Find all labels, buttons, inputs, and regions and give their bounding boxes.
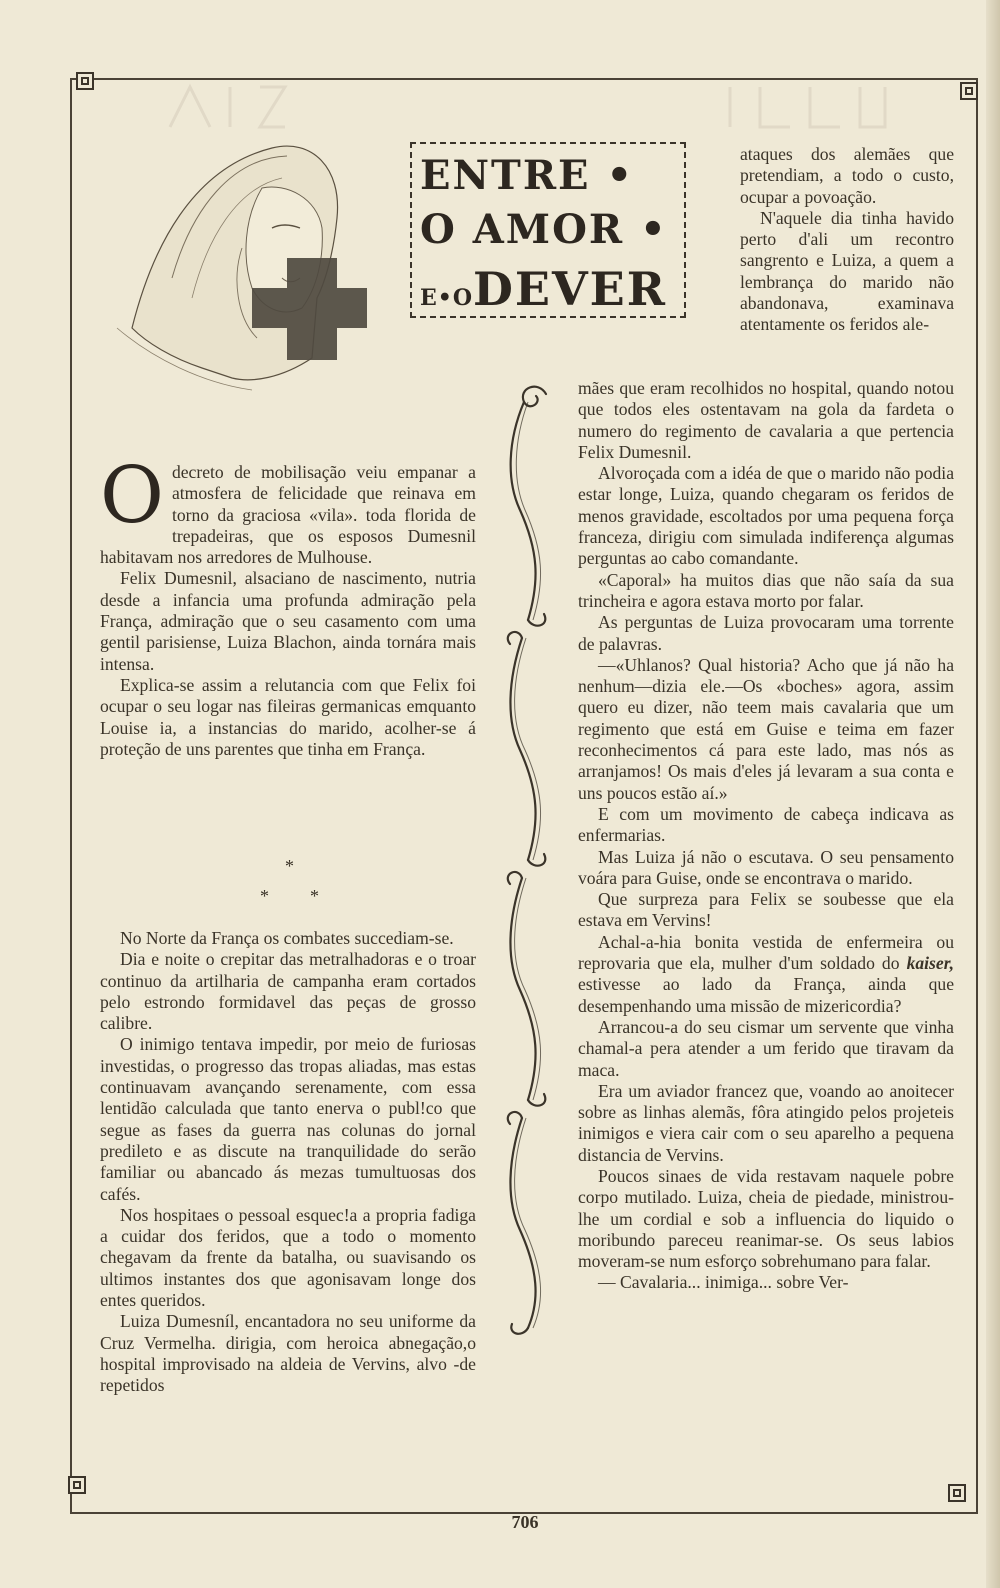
title-line-3-small: E•O <box>420 285 473 311</box>
corner-ornament-bottom-right <box>948 1484 966 1502</box>
paragraph: mães que eram recolhidos no hospital, quando notou que todos eles ostentavam na gola da fardeta o numero do regimento de cavalaria a que pertencia Felix Dumesnil. <box>578 378 954 462</box>
paragraph: —«Uhlanos? Qual historia? Acho que já não ha nenhum—dizia ele.—Os «boches» agora, assim quero eu dizer, não teem mais cavalaria que um regimento que está em Guise e teima em fazer reconhecimentos cá para este lado, mas nós as arranjamos! Os mais d'eles já levaram a sua conta e uns poucos estão aí.» <box>578 654 954 803</box>
paragraph: Era um aviador francez que, voando ao anoitecer sobre as linhas alemãs, fôra atingido pelos projeteis inimigos e viera cair com o seu aparelho a pequena distancia de Vervins. <box>578 1080 954 1165</box>
paragraph: Poucos sinaes de vida restavam naquele pobre corpo mutilado. Luiza, cheia de piedade, ministrou-lhe um cordial e sob a influencia do liquido o moribundo pareceu reanimar-se. Os seus labios moveram-se num esforço sobrehumano para falar. <box>578 1165 954 1272</box>
section-separator-asterisks <box>250 856 330 906</box>
corner-ornament-top-right <box>960 82 978 100</box>
paragraph-text: decreto de mobilisação veiu empanar a atmosfera de felicidade que reinava em torno da graciosa «vila». toda florida de trepadeiras, que os esposos Dumesnil habitavam nos arredores de Mulhouse. <box>100 462 476 568</box>
paragraph: — Cavalaria... inimiga... sobre Ver- <box>598 1272 849 1293</box>
left-column-top <box>100 451 476 760</box>
paragraph: Dia e noite o crepitar das metralhadoras e o troar continuo da artilharia de campanha eram cortados pelo estrondo formidavel das peças de grosso calibre. <box>100 949 476 1034</box>
asterisk: * <box>285 856 294 876</box>
page-number: 706 <box>511 1512 539 1532</box>
title-line-1: ENTRE • <box>420 152 635 199</box>
paragraph-text: Achal-a-hia bonita vestida de enfermeira ou reprovaria que ela, mulher d'um soldado do <box>578 931 954 974</box>
paragraph: Explica-se assim a relutancia com que Felix foi ocupar o seu logar nas fileiras germanicas emquanto Louise ia, a instancias do marido, acolher-se á proteção de uns parentes que tinha em França. <box>100 674 476 759</box>
italic-word-kaiser: kaiser, <box>906 953 954 974</box>
paragraph: No Norte da França os combates succediam-se. <box>120 928 454 948</box>
paragraph: «Caporal» ha muitos dias que não saía da sua trincheira e agora estava morto por falar. <box>578 569 954 611</box>
paragraph-text: estivesse ao lado da França, ainda que desempenhando uma missão de mizericordia? <box>578 974 954 1016</box>
ornamental-column-divider <box>498 380 558 1340</box>
title-line-3-big: DEVER <box>473 262 667 316</box>
title-line-2: O AMOR • <box>420 206 668 253</box>
paragraph: Nos hospitaes o pessoal esquec!a a propria fadiga a cuidar dos feridos, que a todo o momento chegavam da frente da batalha, ou suavisando os ultimos instantes dos que agonisavam longe dos entes queridos. <box>100 1204 476 1311</box>
page-edge-shadow <box>986 0 1000 1588</box>
corner-ornament-bottom-left <box>68 1476 86 1494</box>
paragraph: Alvoroçada com a idéa de que o marido não podia estar longe, Luiza, quando chegaram os feridos de menos gravidade, escoltados por uma pequena força franceza, dirigiu com simulada indiferença algumas perguntas ao cabo comandante. <box>578 463 954 569</box>
paragraph: As perguntas de Luiza provocaram uma torrente de palavras. <box>578 612 954 654</box>
drop-cap: O <box>100 451 164 541</box>
paragraph: O inimigo tentava impedir, por meio de furiosas investidas, o progresso das tropas aliadas, mas estas continuavam avançando serenamente, com essa lentidão calculada que tanto enerva o publ!co que segue as fases da guerra nas colunas do jornal predileto e as discute na tranquilidade do serão familiar ou abancado ás mezas tumultuosas dos cafés. <box>100 1034 476 1204</box>
paragraph: N'aquele dia tinha havido perto d'ali um recontro sangrento e Luiza, a quem a lembrança do marido não abandonava, examinava atentamente os feridos ale- <box>740 207 954 335</box>
right-column-top <box>740 144 954 336</box>
paragraph: Arrancou-a do seu cismar um servente que vinha chamal-a pera atender a um ferido que tiravam da maca. <box>578 1016 954 1080</box>
paragraph: Que surpreza para Felix se soubesse que ela estava em Vervins! <box>578 889 954 931</box>
article-title-box <box>410 142 686 318</box>
title-line-3 <box>420 262 667 316</box>
paragraph: Luiza Dumesníl, encantadora no seu uniforme da Cruz Vermelha. dirigia, com heroica abnegação,o hospital improvisado na aldeia de Vervins, alvo -de repetidos <box>100 1311 476 1396</box>
corner-ornament-top-left <box>76 72 94 90</box>
paragraph: Mas Luiza já não o escutava. O seu pensamento voára para Guise, onde se encontrava o marido. <box>578 846 954 888</box>
paragraph <box>100 451 476 568</box>
paragraph: ataques dos alemães que pretendiam, a todo o custo, ocupar a povoação. <box>740 144 954 207</box>
left-column-bottom <box>100 928 476 1397</box>
paragraph <box>578 932 954 1017</box>
paragraph: Felix Dumesnil, alsaciano de nascimento, nutria desde a infancia uma profunda admiração pela França, admiração que o seu casamento com uma gentil parisiense, Luiza Blachon, ainda tornára mais intensa. <box>100 568 476 674</box>
asterisk: * <box>260 886 269 906</box>
nurse-red-cross-illustration <box>112 128 382 398</box>
asterisk: * <box>310 886 319 906</box>
paragraph: E com um movimento de cabeça indicava as enfermarias. <box>578 803 954 846</box>
right-column-main <box>578 378 954 1294</box>
